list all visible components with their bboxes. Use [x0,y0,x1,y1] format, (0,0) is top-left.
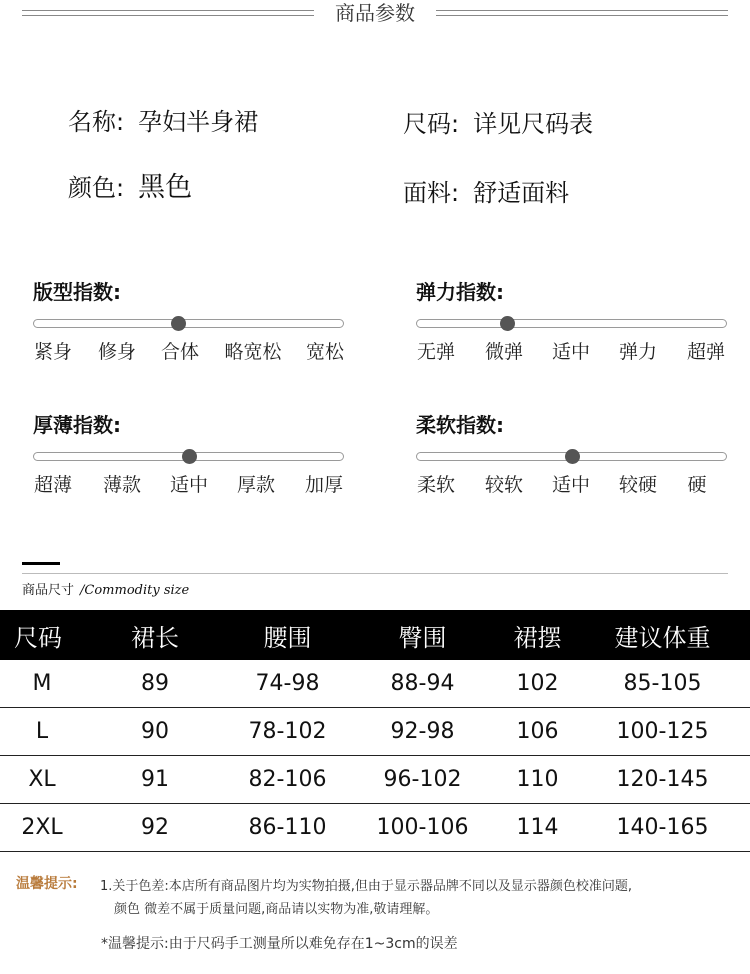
commodity-size-accent [22,562,60,565]
elasticity-option-1: 无弹 [416,341,456,363]
table-row [0,708,750,756]
cell-weight: 120-145 [616,767,709,792]
header-waist: 腰围 [263,623,312,652]
fit-index-knob [171,316,186,331]
info-color-value: 黑色 [138,172,193,203]
thickness-option-3: 适中 [169,474,209,496]
cell-weight: 85-105 [623,671,702,696]
elasticity-option-4: 弹力 [618,341,658,363]
thickness-index-title: 厚薄指数: [33,413,121,437]
table-row [0,660,750,708]
cell-hip: 88-94 [390,671,455,696]
info-size [403,108,593,140]
table-row [0,804,750,852]
softness-index-knob [565,449,580,464]
table-row [0,756,750,804]
elasticity-index-title: 弹力指数: [416,280,504,304]
fit-option-1: 紧身 [33,341,73,363]
cell-hip: 92-98 [390,719,455,744]
info-name-label: 名称: [68,108,125,136]
commodity-size-rule [22,573,728,574]
info-size-value: 详见尺码表 [473,110,594,138]
cell-length: 90 [141,719,169,744]
header-hip: 臀围 [398,623,447,652]
tips-line-1: 1.关于色差:本店所有商品图片均为实物拍摄,但由于显示器品牌不同以及显示器颜色校准问题, [100,879,633,894]
section-title: 商品参数 [335,1,415,25]
elasticity-option-5: 超弹 [686,341,726,363]
cell-length: 89 [141,671,169,696]
elasticity-index-knob [500,316,515,331]
cell-waist: 82-106 [248,767,327,792]
softness-index-track [416,452,727,461]
thickness-option-1: 超薄 [33,474,73,496]
cell-hem: 110 [516,767,559,792]
header-rule-right [436,10,728,16]
cell-waist: 74-98 [255,671,320,696]
cell-length: 92 [141,815,169,840]
thickness-option-5: 加厚 [304,474,344,496]
softness-option-3: 适中 [551,474,591,496]
cell-hip: 100-106 [376,815,469,840]
elasticity-option-2: 微弹 [484,341,524,363]
info-fabric-value: 舒适面料 [473,179,570,207]
tips-line-3: *温馨提示:由于尺码手工测量所以难免存在1~3cm的误差 [101,936,458,952]
cell-weight: 140-165 [616,815,709,840]
softness-option-2: 较软 [484,474,524,496]
commodity-size-label [22,579,189,598]
cell-size: L [35,719,49,744]
cell-hem: 114 [516,815,559,840]
softness-option-5: 硬 [687,474,707,496]
header-size: 尺码 [14,623,62,652]
fit-option-5: 宽松 [305,341,345,363]
fit-option-4: 略宽松 [224,341,282,363]
thickness-index-track [33,452,344,461]
header-weight: 建议体重 [614,623,711,652]
size-table [0,610,750,852]
thickness-option-2: 薄款 [102,474,142,496]
commodity-size-label-en: /Commodity size [80,583,190,598]
cell-waist: 86-110 [248,815,327,840]
fit-option-2: 修身 [97,341,137,363]
header-hem: 裙摆 [513,623,562,652]
cell-waist: 78-102 [248,719,327,744]
cell-size: XL [28,767,56,792]
softness-option-4: 较硬 [618,474,658,496]
tips-line-2: 颜色 微差不属于质量问题,商品请以实物为准,敬请理解。 [114,902,439,917]
size-table-header [0,610,750,660]
cell-size: 2XL [21,815,63,840]
info-color [68,172,192,204]
thickness-option-4: 厚款 [236,474,276,496]
fit-option-3: 合体 [160,341,200,363]
softness-index-title: 柔软指数: [416,413,504,437]
info-size-label: 尺码: [403,110,460,138]
elasticity-index-track [416,319,727,328]
fit-index-track [33,319,344,328]
header-rule-left [22,10,314,16]
info-name [68,106,258,138]
cell-hem: 102 [516,671,559,696]
header-length: 裙长 [131,623,179,652]
cell-length: 91 [141,767,169,792]
thickness-index-knob [182,449,197,464]
cell-size: M [32,671,52,696]
elasticity-option-3: 适中 [551,341,591,363]
info-color-label: 颜色: [68,174,125,202]
info-fabric [403,177,569,209]
info-name-value: 孕妇半身裙 [138,108,259,136]
cell-hem: 106 [516,719,559,744]
tips-label: 温馨提示: [16,876,78,892]
cell-weight: 100-125 [616,719,709,744]
fit-index-title: 版型指数: [33,280,121,304]
commodity-size-label-cn: 商品尺寸 [22,583,75,598]
softness-option-1: 柔软 [416,474,456,496]
info-fabric-label: 面料: [403,179,460,207]
cell-hip: 96-102 [383,767,462,792]
